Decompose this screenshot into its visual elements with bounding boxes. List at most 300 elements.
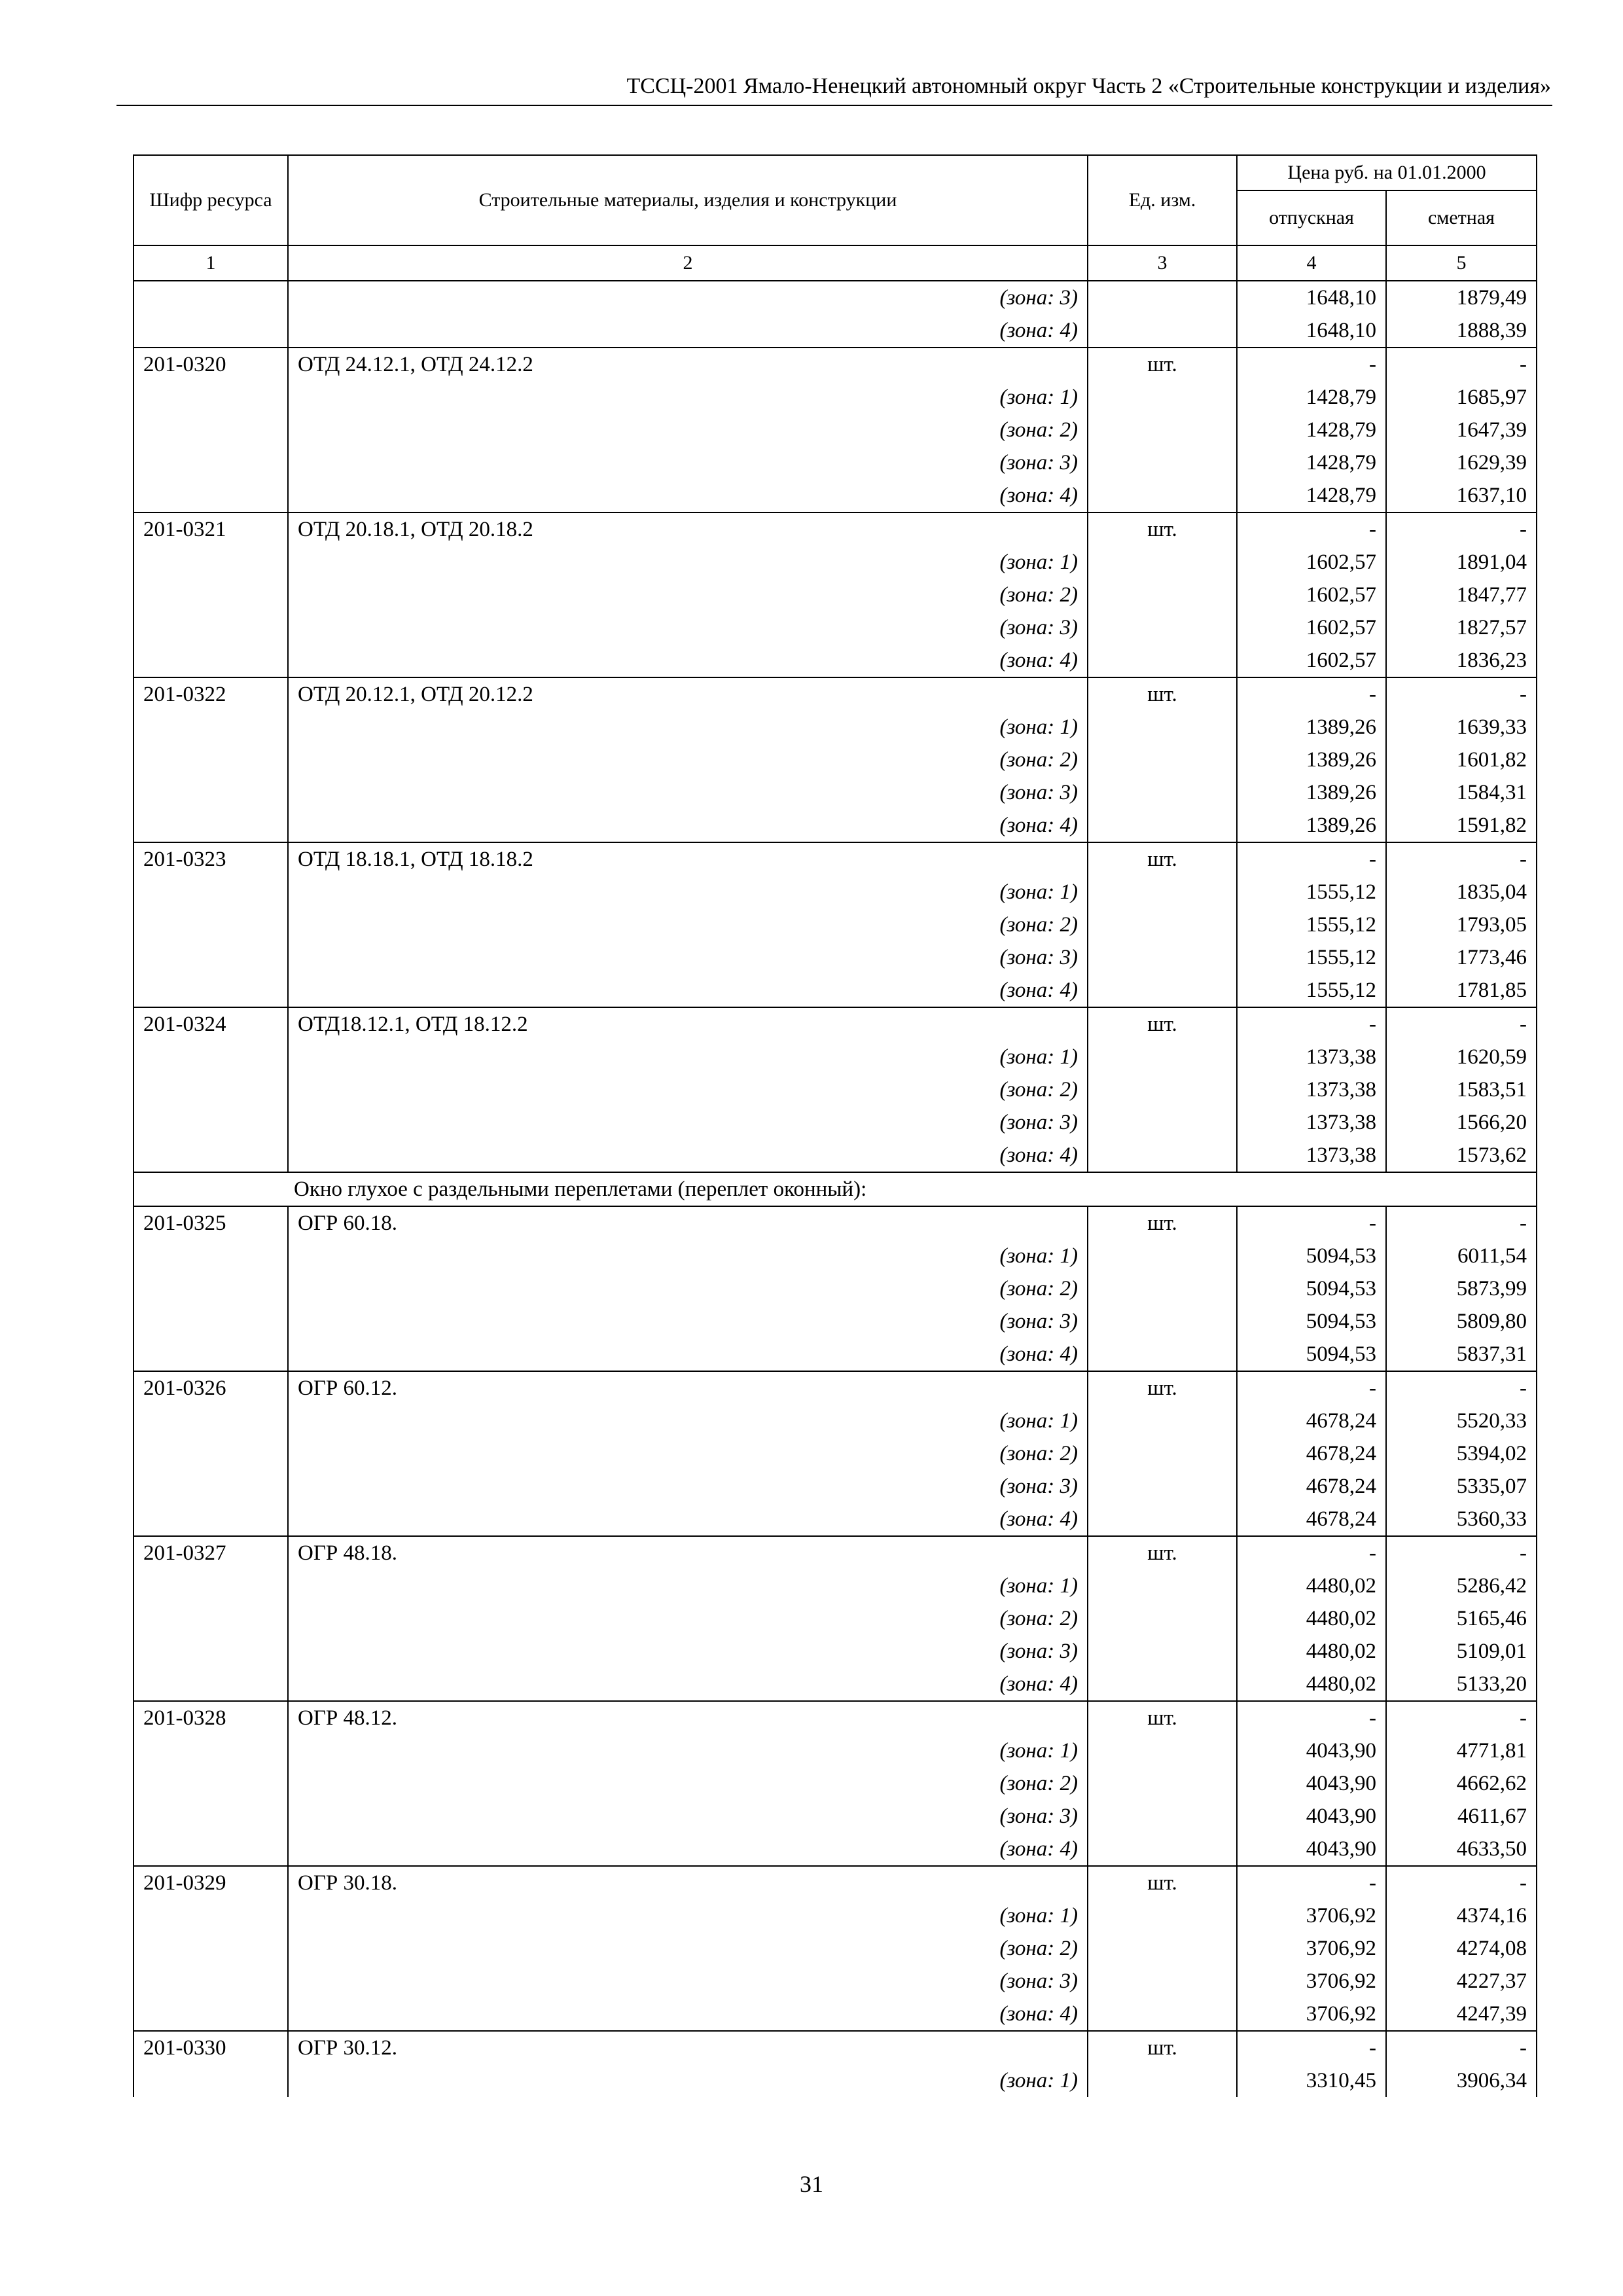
resource-code: 201-0322 xyxy=(134,677,288,711)
estimate-price: 4374,16 xyxy=(1386,1899,1537,1932)
zone-row xyxy=(134,611,1537,644)
zone-row xyxy=(134,1899,1537,1932)
running-header: ТССЦ-2001 Ямало-Ненецкий автономный округ Часть 2 «Строительные конструкции и изделия» xyxy=(626,74,1551,98)
release-price: - xyxy=(1237,2031,1386,2064)
zone-row xyxy=(134,1470,1537,1503)
unit-cell xyxy=(1088,1470,1237,1503)
zone-label: (зона: 3) xyxy=(288,1470,1088,1503)
zone-row xyxy=(134,1503,1537,1536)
code-cell xyxy=(134,1602,288,1635)
item-unit: шт. xyxy=(1088,1536,1237,1570)
release-price: 1648,10 xyxy=(1237,314,1386,348)
zone-label: (зона: 1) xyxy=(288,2064,1088,2097)
zone-row xyxy=(134,1041,1537,1073)
release-price: 1648,10 xyxy=(1237,281,1386,314)
estimate-price: 5809,80 xyxy=(1386,1305,1537,1338)
zone-label: (зона: 3) xyxy=(288,281,1088,314)
zone-label: (зона: 2) xyxy=(288,1437,1088,1470)
zone-row xyxy=(134,809,1537,842)
resource-code: 201-0329 xyxy=(134,1866,288,1899)
estimate-price: 5133,20 xyxy=(1386,1668,1537,1701)
unit-cell xyxy=(1088,1240,1237,1272)
estimate-price: 4247,39 xyxy=(1386,1998,1537,2031)
zone-label: (зона: 2) xyxy=(288,1602,1088,1635)
unit-cell xyxy=(1088,1767,1237,1800)
estimate-price: - xyxy=(1386,2031,1537,2064)
zone-label: (зона: 3) xyxy=(288,941,1088,974)
estimate-price: - xyxy=(1386,1701,1537,1734)
release-price: 4043,90 xyxy=(1237,1800,1386,1833)
unit-cell xyxy=(1088,611,1237,644)
estimate-price: 5873,99 xyxy=(1386,1272,1537,1305)
unit-cell xyxy=(1088,711,1237,744)
zone-label: (зона: 2) xyxy=(288,1932,1088,1965)
unit-cell xyxy=(1088,546,1237,579)
item-unit: шт. xyxy=(1088,512,1237,546)
release-price: - xyxy=(1237,842,1386,876)
code-cell xyxy=(134,1800,288,1833)
zone-row xyxy=(134,1305,1537,1338)
code-cell xyxy=(134,1932,288,1965)
table-row xyxy=(134,1866,1537,1899)
release-price: 1389,26 xyxy=(1237,711,1386,744)
header-rule xyxy=(116,105,1552,106)
zone-row xyxy=(134,1998,1537,2031)
code-cell xyxy=(134,941,288,974)
estimate-price: 4633,50 xyxy=(1386,1833,1537,1866)
code-cell xyxy=(134,1668,288,1701)
code-cell xyxy=(134,744,288,776)
release-price: 4043,90 xyxy=(1237,1734,1386,1767)
zone-label: (зона: 3) xyxy=(288,1965,1088,1998)
code-cell xyxy=(134,546,288,579)
estimate-price: 5360,33 xyxy=(1386,1503,1537,1536)
estimate-price: 5394,02 xyxy=(1386,1437,1537,1470)
unit-cell xyxy=(1088,1800,1237,1833)
zone-label: (зона: 3) xyxy=(288,446,1088,479)
release-price: 5094,53 xyxy=(1237,1305,1386,1338)
code-cell xyxy=(134,314,288,348)
item-unit: шт. xyxy=(1088,677,1237,711)
item-name: ОТД18.12.1, ОТД 18.12.2 xyxy=(288,1007,1088,1041)
group-heading-row xyxy=(134,1172,1537,1206)
release-price: - xyxy=(1237,348,1386,381)
release-price: - xyxy=(1237,1866,1386,1899)
estimate-price: 1879,49 xyxy=(1386,281,1537,314)
unit-cell xyxy=(1088,1503,1237,1536)
zone-label: (зона: 3) xyxy=(288,1800,1088,1833)
release-price: 1428,79 xyxy=(1237,446,1386,479)
unit-cell xyxy=(1088,2064,1237,2097)
zone-row xyxy=(134,314,1537,348)
zone-row xyxy=(134,1073,1537,1106)
zone-label: (зона: 2) xyxy=(288,1272,1088,1305)
unit-cell xyxy=(1088,479,1237,512)
unit-cell xyxy=(1088,381,1237,414)
code-cell xyxy=(134,1899,288,1932)
zone-label: (зона: 2) xyxy=(288,414,1088,446)
release-price: 1602,57 xyxy=(1237,644,1386,677)
release-price: 1373,38 xyxy=(1237,1073,1386,1106)
code-cell xyxy=(134,1139,288,1172)
estimate-price: 1827,57 xyxy=(1386,611,1537,644)
table-row xyxy=(134,1007,1537,1041)
code-cell xyxy=(134,611,288,644)
estimate-price: 4227,37 xyxy=(1386,1965,1537,1998)
release-price: 1428,79 xyxy=(1237,381,1386,414)
zone-row xyxy=(134,644,1537,677)
estimate-price: 4611,67 xyxy=(1386,1800,1537,1833)
zone-row xyxy=(134,479,1537,512)
zone-row xyxy=(134,1668,1537,1701)
estimate-price: 1781,85 xyxy=(1386,974,1537,1007)
release-price: 1428,79 xyxy=(1237,479,1386,512)
zone-row xyxy=(134,1767,1537,1800)
unit-cell xyxy=(1088,876,1237,908)
release-price: 4480,02 xyxy=(1237,1668,1386,1701)
price-table xyxy=(133,154,1537,2097)
unit-cell xyxy=(1088,1305,1237,1338)
release-price: 1555,12 xyxy=(1237,908,1386,941)
unit-cell xyxy=(1088,446,1237,479)
code-cell xyxy=(134,1106,288,1139)
zone-row xyxy=(134,579,1537,611)
zone-row xyxy=(134,1635,1537,1668)
item-name: ОГР 48.18. xyxy=(288,1536,1088,1570)
estimate-price: 1773,46 xyxy=(1386,941,1537,974)
column-header-release: отпускная xyxy=(1237,190,1386,245)
zone-label: (зона: 1) xyxy=(288,711,1088,744)
release-price: 3706,92 xyxy=(1237,1965,1386,1998)
unit-cell xyxy=(1088,809,1237,842)
unit-cell xyxy=(1088,1602,1237,1635)
release-price: 1428,79 xyxy=(1237,414,1386,446)
zone-row xyxy=(134,776,1537,809)
item-name: ОТД 20.18.1, ОТД 20.18.2 xyxy=(288,512,1088,546)
resource-code: 201-0328 xyxy=(134,1701,288,1734)
zone-row xyxy=(134,876,1537,908)
zone-label: (зона: 3) xyxy=(288,1635,1088,1668)
code-cell xyxy=(134,644,288,677)
estimate-price: 1601,82 xyxy=(1386,744,1537,776)
estimate-price: 4274,08 xyxy=(1386,1932,1537,1965)
estimate-price: - xyxy=(1386,1007,1537,1041)
estimate-price: 1888,39 xyxy=(1386,314,1537,348)
column-header-estimate: сметная xyxy=(1386,190,1537,245)
zone-label: (зона: 2) xyxy=(288,1767,1088,1800)
release-price: - xyxy=(1237,1206,1386,1240)
zone-label: (зона: 4) xyxy=(288,1668,1088,1701)
release-price: 1373,38 xyxy=(1237,1106,1386,1139)
column-header-unit: Ед. изм. xyxy=(1088,155,1237,245)
resource-code: 201-0330 xyxy=(134,2031,288,2064)
unit-cell xyxy=(1088,1073,1237,1106)
zone-label: (зона: 2) xyxy=(288,744,1088,776)
zone-row xyxy=(134,414,1537,446)
estimate-price: 1591,82 xyxy=(1386,809,1537,842)
estimate-price: - xyxy=(1386,348,1537,381)
zone-label: (зона: 4) xyxy=(288,1833,1088,1866)
estimate-price: 3906,34 xyxy=(1386,2064,1537,2097)
release-price: 1389,26 xyxy=(1237,776,1386,809)
release-price: - xyxy=(1237,1007,1386,1041)
estimate-price: 1685,97 xyxy=(1386,381,1537,414)
item-unit: шт. xyxy=(1088,1007,1237,1041)
zone-row xyxy=(134,744,1537,776)
code-cell xyxy=(134,1965,288,1998)
page-number: 31 xyxy=(800,2171,823,2197)
zone-label: (зона: 3) xyxy=(288,776,1088,809)
zone-row xyxy=(134,1932,1537,1965)
estimate-price: 1629,39 xyxy=(1386,446,1537,479)
table-row xyxy=(134,348,1537,381)
unit-cell xyxy=(1088,1106,1237,1139)
release-price: 4678,24 xyxy=(1237,1503,1386,1536)
zone-label: (зона: 3) xyxy=(288,611,1088,644)
code-cell xyxy=(134,711,288,744)
estimate-price: 1835,04 xyxy=(1386,876,1537,908)
item-unit: шт. xyxy=(1088,1866,1237,1899)
unit-cell xyxy=(1088,1139,1237,1172)
resource-code: 201-0321 xyxy=(134,512,288,546)
column-header-price-group: Цена руб. на 01.01.2000 xyxy=(1237,155,1537,190)
code-cell xyxy=(134,809,288,842)
estimate-price: 1847,77 xyxy=(1386,579,1537,611)
table-row xyxy=(134,1206,1537,1240)
release-price: 1373,38 xyxy=(1237,1139,1386,1172)
code-cell xyxy=(134,446,288,479)
release-price: 3706,92 xyxy=(1237,1932,1386,1965)
zone-label: (зона: 1) xyxy=(288,876,1088,908)
unit-cell xyxy=(1088,1437,1237,1470)
zone-label: (зона: 4) xyxy=(288,479,1088,512)
release-price: 4678,24 xyxy=(1237,1405,1386,1437)
estimate-price: 5286,42 xyxy=(1386,1570,1537,1602)
estimate-price: 1793,05 xyxy=(1386,908,1537,941)
release-price: 1389,26 xyxy=(1237,744,1386,776)
code-cell xyxy=(134,1767,288,1800)
zone-row xyxy=(134,711,1537,744)
unit-cell xyxy=(1088,281,1237,314)
code-cell xyxy=(134,1272,288,1305)
release-price: 4480,02 xyxy=(1237,1570,1386,1602)
estimate-price: 1639,33 xyxy=(1386,711,1537,744)
resource-code: 201-0325 xyxy=(134,1206,288,1240)
zone-row xyxy=(134,1800,1537,1833)
item-name: ОГР 48.12. xyxy=(288,1701,1088,1734)
estimate-price: 1583,51 xyxy=(1386,1073,1537,1106)
zone-row xyxy=(134,1437,1537,1470)
release-price: 3310,45 xyxy=(1237,2064,1386,2097)
zone-label: (зона: 4) xyxy=(288,644,1088,677)
release-price: 5094,53 xyxy=(1237,1338,1386,1371)
code-cell xyxy=(134,1305,288,1338)
zone-row xyxy=(134,1602,1537,1635)
estimate-price: - xyxy=(1386,512,1537,546)
code-cell xyxy=(134,776,288,809)
code-cell xyxy=(134,908,288,941)
item-name: ОТД 24.12.1, ОТД 24.12.2 xyxy=(288,348,1088,381)
estimate-price: 1891,04 xyxy=(1386,546,1537,579)
zone-row xyxy=(134,1734,1537,1767)
unit-cell xyxy=(1088,744,1237,776)
table-row xyxy=(134,677,1537,711)
zone-label: (зона: 2) xyxy=(288,579,1088,611)
code-cell xyxy=(134,1437,288,1470)
zone-row xyxy=(134,974,1537,1007)
code-cell xyxy=(134,414,288,446)
zone-row xyxy=(134,1833,1537,1866)
release-price: 4480,02 xyxy=(1237,1635,1386,1668)
unit-cell xyxy=(1088,776,1237,809)
estimate-price: 1836,23 xyxy=(1386,644,1537,677)
zone-row xyxy=(134,1272,1537,1305)
code-cell xyxy=(134,579,288,611)
estimate-price: 1647,39 xyxy=(1386,414,1537,446)
column-number: 2 xyxy=(288,245,1088,281)
unit-cell xyxy=(1088,414,1237,446)
release-price: - xyxy=(1237,1701,1386,1734)
release-price: - xyxy=(1237,1536,1386,1570)
release-price: 3706,92 xyxy=(1237,1899,1386,1932)
zone-row xyxy=(134,1240,1537,1272)
release-price: 4480,02 xyxy=(1237,1602,1386,1635)
group-heading-cell xyxy=(134,1172,1537,1206)
release-price: 4043,90 xyxy=(1237,1767,1386,1800)
release-price: - xyxy=(1237,1371,1386,1405)
release-price: 4678,24 xyxy=(1237,1437,1386,1470)
unit-cell xyxy=(1088,1041,1237,1073)
estimate-price: 4771,81 xyxy=(1386,1734,1537,1767)
table-row xyxy=(134,1371,1537,1405)
item-unit: шт. xyxy=(1088,1371,1237,1405)
code-cell xyxy=(134,2064,288,2097)
zone-row xyxy=(134,1139,1537,1172)
zone-label: (зона: 4) xyxy=(288,1503,1088,1536)
table-row xyxy=(134,512,1537,546)
release-price: 3706,92 xyxy=(1237,1998,1386,2031)
code-cell xyxy=(134,1570,288,1602)
unit-cell xyxy=(1088,1932,1237,1965)
zone-label: (зона: 1) xyxy=(288,1240,1088,1272)
unit-cell xyxy=(1088,1734,1237,1767)
zone-label: (зона: 4) xyxy=(288,809,1088,842)
column-number: 5 xyxy=(1386,245,1537,281)
release-price: 1555,12 xyxy=(1237,941,1386,974)
estimate-price: 5335,07 xyxy=(1386,1470,1537,1503)
estimate-price: - xyxy=(1386,1371,1537,1405)
zone-row xyxy=(134,941,1537,974)
estimate-price: 4662,62 xyxy=(1386,1767,1537,1800)
zone-label: (зона: 4) xyxy=(288,974,1088,1007)
code-cell xyxy=(134,1240,288,1272)
estimate-price: 5837,31 xyxy=(1386,1338,1537,1371)
column-number: 4 xyxy=(1237,245,1386,281)
item-name: ОТД 20.12.1, ОТД 20.12.2 xyxy=(288,677,1088,711)
item-name: ОГР 30.12. xyxy=(288,2031,1088,2064)
zone-label: (зона: 4) xyxy=(288,314,1088,348)
zone-label: (зона: 1) xyxy=(288,546,1088,579)
release-price: 5094,53 xyxy=(1237,1272,1386,1305)
code-cell xyxy=(134,381,288,414)
unit-cell xyxy=(1088,1998,1237,2031)
item-name: ОТД 18.18.1, ОТД 18.18.2 xyxy=(288,842,1088,876)
zone-label: (зона: 2) xyxy=(288,1073,1088,1106)
column-number: 3 xyxy=(1088,245,1237,281)
zone-label: (зона: 1) xyxy=(288,1899,1088,1932)
estimate-price: - xyxy=(1386,842,1537,876)
code-cell xyxy=(134,1470,288,1503)
unit-cell xyxy=(1088,1668,1237,1701)
table-body xyxy=(134,281,1537,2097)
estimate-price: - xyxy=(1386,1206,1537,1240)
estimate-price: - xyxy=(1386,1536,1537,1570)
zone-row xyxy=(134,1338,1537,1371)
release-price: 4043,90 xyxy=(1237,1833,1386,1866)
unit-cell xyxy=(1088,941,1237,974)
release-price: 1373,38 xyxy=(1237,1041,1386,1073)
zone-row xyxy=(134,1106,1537,1139)
item-name: ОГР 60.12. xyxy=(288,1371,1088,1405)
release-price: 1602,57 xyxy=(1237,579,1386,611)
code-cell xyxy=(134,1734,288,1767)
zone-label: (зона: 1) xyxy=(288,1405,1088,1437)
resource-code: 201-0326 xyxy=(134,1371,288,1405)
item-unit: шт. xyxy=(1088,1701,1237,1734)
code-cell xyxy=(134,1073,288,1106)
release-price: 5094,53 xyxy=(1237,1240,1386,1272)
estimate-price: 1566,20 xyxy=(1386,1106,1537,1139)
column-number: 1 xyxy=(134,245,288,281)
table-row xyxy=(134,1701,1537,1734)
table-row xyxy=(134,842,1537,876)
unit-cell xyxy=(1088,1338,1237,1371)
resource-code: 201-0327 xyxy=(134,1536,288,1570)
estimate-price: 1620,59 xyxy=(1386,1041,1537,1073)
zone-label: (зона: 3) xyxy=(288,1106,1088,1139)
item-unit: шт. xyxy=(1088,348,1237,381)
table-row xyxy=(134,1536,1537,1570)
zone-row xyxy=(134,281,1537,314)
zone-row xyxy=(134,908,1537,941)
code-cell xyxy=(134,1405,288,1437)
release-price: 1602,57 xyxy=(1237,546,1386,579)
resource-code: 201-0324 xyxy=(134,1007,288,1041)
unit-cell xyxy=(1088,1635,1237,1668)
item-name: ОГР 60.18. xyxy=(288,1206,1088,1240)
zone-label: (зона: 1) xyxy=(288,1734,1088,1767)
unit-cell xyxy=(1088,644,1237,677)
unit-cell xyxy=(1088,1965,1237,1998)
column-header-code: Шифр ресурса xyxy=(134,155,288,245)
zone-label: (зона: 1) xyxy=(288,1041,1088,1073)
code-cell xyxy=(134,1833,288,1866)
unit-cell xyxy=(1088,1272,1237,1305)
item-unit: шт. xyxy=(1088,2031,1237,2064)
release-price: - xyxy=(1237,512,1386,546)
release-price: 1555,12 xyxy=(1237,876,1386,908)
item-unit: шт. xyxy=(1088,1206,1237,1240)
release-price: 4678,24 xyxy=(1237,1470,1386,1503)
code-cell xyxy=(134,1338,288,1371)
column-header-name: Строительные материалы, изделия и конструкции xyxy=(288,155,1088,245)
code-cell xyxy=(134,1503,288,1536)
unit-cell xyxy=(1088,974,1237,1007)
table-row xyxy=(134,2031,1537,2064)
code-cell xyxy=(134,876,288,908)
zone-row xyxy=(134,2064,1537,2097)
unit-cell xyxy=(1088,579,1237,611)
